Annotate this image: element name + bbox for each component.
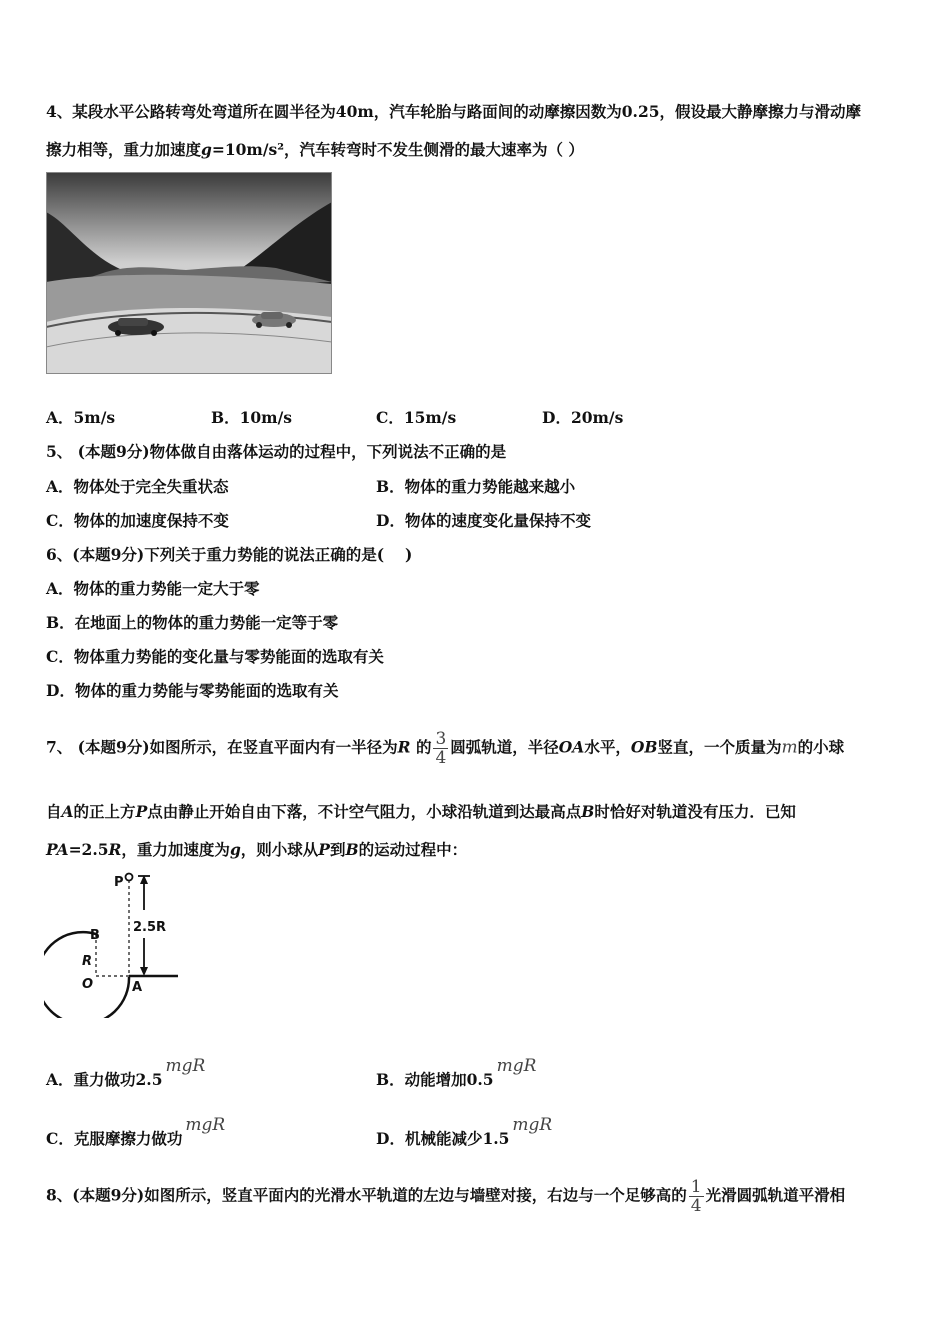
- q6-option-d[interactable]: D．物体的重力势能与零势能面的选取有关: [46, 681, 339, 700]
- q4-option-d[interactable]: D．20m/s: [542, 408, 624, 427]
- q7-option-d[interactable]: D．机械能减少1.5mgR: [376, 1115, 553, 1148]
- label-b: B: [90, 928, 100, 943]
- q8-stem-line1: 8、(本题9分)如图所示，竖直平面内的光滑水平轨道的左边与墙壁对接，右边与一个足够高的 $\frac{1}{4}$ 光滑圆弧轨道平滑相: [46, 1177, 846, 1216]
- curved-road-photo: [46, 172, 332, 374]
- label-distance: 2.5R: [133, 920, 167, 935]
- q4-option-b[interactable]: B．10m/s: [211, 408, 292, 427]
- fraction-three-quarters: $\frac{3}{4}$: [435, 729, 447, 768]
- arrow-down-icon: [140, 967, 148, 976]
- q7-option-a[interactable]: A．重力做功2.5mgR: [46, 1056, 206, 1089]
- q4-option-c[interactable]: C．15m/s: [376, 408, 457, 427]
- q4-option-a[interactable]: A．5m/s: [46, 408, 116, 427]
- label-a: A: [132, 980, 143, 995]
- q5-option-a[interactable]: A．物体处于完全失重状态: [46, 477, 229, 496]
- q7-stem-line3: PA=2.5R，重力加速度为g，则小球从P到B的运动过程中：: [46, 840, 468, 859]
- q6-option-a[interactable]: A．物体的重力势能一定大于零: [46, 579, 260, 598]
- circular-track-diagram: [44, 868, 184, 1018]
- q6-option-b[interactable]: B．在地面上的物体的重力势能一定等于零: [46, 613, 339, 632]
- label-r: R: [82, 954, 93, 969]
- q4-stem-line1: 4、某段水平公路转弯处弯道所在圆半径为40m，汽车轮胎与路面间的动摩擦因数为0.25，假设最大静摩擦力与滑动摩: [46, 102, 862, 121]
- q6-option-c[interactable]: C．物体重力势能的变化量与零势能面的选取有关: [46, 647, 384, 666]
- q5-option-c[interactable]: C．物体的加速度保持不变: [46, 511, 229, 530]
- q7-stem-line1: 7、 (本题9分)如图所示，在竖直平面内有一半径为R 的 $\frac{3}{4}$ 圆弧轨道，半径OA水平，OB竖直，一个质量为m的小球: [46, 729, 845, 768]
- label-o: O: [82, 977, 94, 992]
- q5-option-d[interactable]: D．物体的速度变化量保持不变: [376, 511, 591, 530]
- q6-stem: 6、(本题9分)下列关于重力势能的说法正确的是( ): [46, 545, 413, 564]
- q7-option-c[interactable]: C．克服摩擦力做功mgR: [46, 1115, 226, 1148]
- fraction-one-quarter: $\frac{1}{4}$: [690, 1177, 702, 1216]
- q4-stem-line2: 擦力相等，重力加速度g=10m/s²，汽车转弯时不发生侧滑的最大速率为（ ）: [46, 140, 584, 159]
- q7-stem-line2: 自A的正上方P点由静止开始自由下落，不计空气阻力，小球沿轨道到达最高点B时恰好对轨道没有压力．已知: [46, 802, 796, 821]
- three-quarter-arc: [44, 932, 129, 1018]
- q7-option-b[interactable]: B．动能增加0.5mgR: [376, 1056, 537, 1089]
- ball-p: [126, 874, 133, 881]
- label-p: P: [114, 875, 124, 890]
- q5-option-b[interactable]: B．物体的重力势能越来越小: [376, 477, 576, 496]
- q5-stem: 5、 (本题9分)物体做自由落体运动的过程中，下列说法不正确的是: [46, 442, 507, 461]
